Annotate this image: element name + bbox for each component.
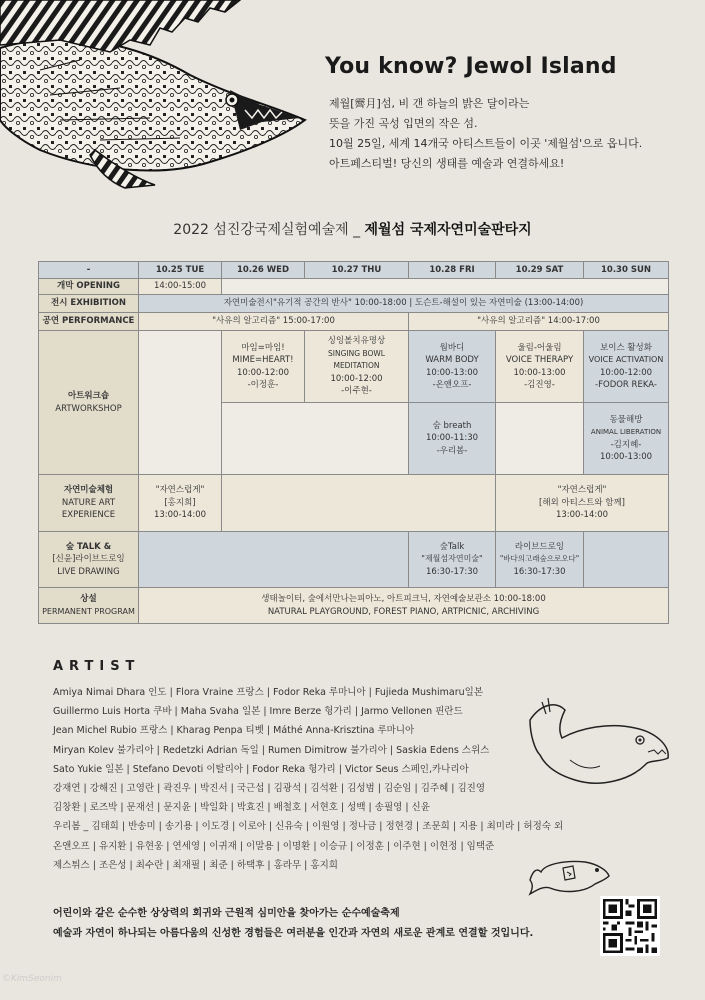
nature-empty xyxy=(222,475,496,532)
performance-left: "사유의 알고리즘" 15:00-17:00 xyxy=(139,313,409,331)
cell-line: -FODOR REKA- xyxy=(595,380,657,390)
cell-line: 13:00-14:00 xyxy=(555,510,609,521)
permanent-row xyxy=(39,588,669,624)
cell-line: 10:00-12:00 xyxy=(330,373,383,384)
workshop-label-ko: 아트워크숍 xyxy=(67,391,110,401)
qr-code[interactable] xyxy=(600,896,660,956)
artist-line: 제스튀스 | 조은성 | 최수란 | 최재필 | 최준 | 하택후 | 홍라무 | 홍지희 xyxy=(53,859,338,871)
cell-line: -온앤오프- xyxy=(432,380,472,390)
closing-line: 예술과 자연이 하나되는 아름다움의 신성한 경험들은 여러분을 인간과 자연의 새로운 관계로 연결할 것입니다. xyxy=(53,928,534,939)
exhibition-label: 전시 EXHIBITION xyxy=(39,295,139,313)
cell-line: VOICE THERAPY xyxy=(505,355,574,365)
cell-line: 10:00-13:00 xyxy=(513,367,566,378)
opening-empty xyxy=(222,279,669,295)
cell-line: 숲Talk xyxy=(439,541,465,552)
header-day: 10.26 WED xyxy=(222,262,305,279)
opening-time: 14:00-15:00 xyxy=(139,279,222,295)
artist-line: 김창환 | 로즈박 | 문재선 | 문지윤 | 박일화 | 박효진 | 배철호 | 서현호 | 성백 | 송필영 | 신윤 xyxy=(53,802,430,814)
artist-line: Amiya Nimai Dhara 인도 | Flora Vraine 프랑스 | Fodor Reka 루마니아 | Fujieda Mushimaru일본 xyxy=(53,687,484,698)
talk-label xyxy=(39,532,139,588)
label-line: 숲 TALK & xyxy=(65,541,112,552)
permanent-text xyxy=(139,588,669,624)
cell-line: -이주현- xyxy=(341,386,372,397)
fish-sketch-small xyxy=(525,850,615,900)
workshop-sun-2 xyxy=(584,403,669,475)
cell-line: 싱잉볼치유명상 xyxy=(327,336,386,347)
permanent-label xyxy=(39,588,139,624)
cell-line: -이정훈- xyxy=(247,380,279,390)
label-line: EXPERIENCE xyxy=(61,510,116,521)
performance-row xyxy=(39,313,669,331)
closing-line: 어린이와 같은 순수한 상상력의 회귀와 근원적 심미안을 찾아가는 순수예술축제 xyxy=(53,908,400,919)
cell-line: 웜바디 xyxy=(439,342,465,353)
cell-line: -우리봄- xyxy=(436,445,468,456)
workshop2-sat-empty xyxy=(496,403,584,475)
header-day: 10.28 FRI xyxy=(409,262,496,279)
talk-fri xyxy=(409,532,496,588)
cell-line: 16:30-17:30 xyxy=(425,566,479,577)
artist-line: Sato Yukie 일본 | Stefano Devoti 이탈리아 | Fodor Reka 헝가리 | Victor Seus 스페인,카나리아 xyxy=(53,763,469,775)
cell-line: 10:00-11:30 xyxy=(425,433,479,444)
closing-statement xyxy=(53,904,533,944)
cell-line: 10:00-13:00 xyxy=(599,452,653,462)
nature-weekend xyxy=(496,475,669,532)
label-line: 상설 xyxy=(80,594,97,604)
cell-line: "바다의고래숲으로오다" xyxy=(499,554,580,564)
performance-label: 공연 PERFORMANCE xyxy=(39,313,139,331)
workshop-wed xyxy=(222,331,305,403)
intro-line: 10월 25일, 세계 14개국 아티스트들이 이곳 '제월섬'으로 옵니다. xyxy=(329,137,643,150)
header-day: 10.30 SUN xyxy=(584,262,669,279)
cell-line: -김지혜- xyxy=(610,439,642,450)
talk-sun-empty xyxy=(584,532,669,588)
schedule-header-row xyxy=(39,262,669,279)
workshop-fri-2 xyxy=(409,403,496,475)
copyright-watermark: ©KimSeonim xyxy=(2,974,62,984)
cell-line: "자연스럽게" xyxy=(557,485,607,496)
cell-line: -김진영- xyxy=(524,380,555,390)
artist-line: 우리봄 _ 김태희 | 반송미 | 송기용 | 이도경 | 이로아 | 신유숙 | 이원영 | 정나금 | 정현경 | 조문희 | 지용 | 최미라 | 허정숙 외 xyxy=(53,821,564,833)
workshop-sun xyxy=(584,331,669,403)
page-headline: You know? Jewol Island xyxy=(325,54,617,79)
workshop-tue-empty xyxy=(139,331,222,475)
schedule-table xyxy=(38,261,669,624)
nature-label xyxy=(39,475,139,532)
workshop-sat xyxy=(496,331,584,403)
cell-line: 10:00-12:00 xyxy=(236,367,290,378)
exhibition-text: 자연미술전시"유기적 공간의 반사" 10:00-18:00 | 도슨트-해설이 있는 자연미술 (13:00-14:00) xyxy=(139,295,669,313)
performance-right: "사유의 알고리즘" 14:00-17:00 xyxy=(409,313,669,331)
workshop-fri xyxy=(409,331,496,403)
patterned-fish-illustration xyxy=(0,0,315,195)
artist-line: 온앤오프 | 유지환 | 유현웅 | 연세영 | 이귀재 | 이말용 | 이명환 | 이승규 | 이정훈 | 이주현 | 이현정 | 임택준 xyxy=(53,840,495,852)
cell-line: 16:30-17:30 xyxy=(513,566,566,577)
cell-line: 마임=마임! xyxy=(241,342,285,353)
workshop-row xyxy=(39,331,669,403)
label-line: NATURE ART xyxy=(61,497,116,508)
cell-line: "자연스럽게" xyxy=(155,485,205,496)
cell-line: MIME=HEART! xyxy=(232,355,294,365)
nature-tue xyxy=(139,475,222,532)
cell-line: 동물해방 xyxy=(609,414,643,425)
artist-line: Jean Michel Rubio 프랑스 | Kharag Penpa 티벳 | Máthé Anna-Krisztina 루마니아 xyxy=(53,725,415,737)
label-line: 자연미술체험 xyxy=(63,485,114,496)
workshop-label-en: ARTWORKSHOP xyxy=(55,403,122,414)
header-day: 10.25 TUE xyxy=(139,262,222,279)
artist-line: Miryan Kolev 불가리아 | Redetzki Adrian 독일 | Rumen Dimitrow 불가리아 | Saskia Edens 스위스 xyxy=(53,744,490,756)
artist-line: 강재연 | 강해진 | 고영란 | 곽진우 | 박진서 | 국근섭 | 김광석 | 김석환 | 김성범 | 김순임 | 김주혜 | 김진영 xyxy=(53,783,486,795)
header-day: 10.29 SAT xyxy=(496,262,584,279)
cell-line: [홍지희] xyxy=(164,497,196,508)
exhibition-row xyxy=(39,295,669,313)
artist-list xyxy=(53,683,563,875)
intro-line: 제월[霽月]섬, 비 갠 하늘의 밝은 달이라는 xyxy=(329,97,530,110)
festival-name: 제월섬 국제자연미술판타지 xyxy=(364,222,532,238)
header-day: 10.27 THU xyxy=(305,262,409,279)
artist-line: Guillermo Luis Horta 쿠바 | Maha Svaha 일본 | Imre Berze 헝가리 | Jarmo Vellonen 핀란드 xyxy=(53,706,463,718)
nature-row xyxy=(39,475,669,532)
cell-line: SINGING BOWL MEDITATION xyxy=(328,348,385,371)
festival-title xyxy=(0,219,705,239)
talk-sat xyxy=(496,532,584,588)
label-line: LIVE DRAWING xyxy=(57,566,120,577)
intro-text xyxy=(329,94,642,174)
cell-line: 보이스 활성화 xyxy=(600,342,652,353)
intro-line: 아트페스티벌! 당신의 생태를 예술과 연결하세요! xyxy=(329,157,565,170)
talk-row xyxy=(39,532,669,588)
cell-line: WARM BODY xyxy=(425,355,479,365)
opening-row xyxy=(39,279,669,295)
festival-prefix: 2022 섬진강국제실험예술제 _ xyxy=(173,222,365,238)
workshop-thu xyxy=(305,331,409,403)
opening-label: 개막 OPENING xyxy=(39,279,139,295)
cell-line: "제월섬자연미술" xyxy=(421,554,483,564)
cell-line: 생태놀이터, 숲에서만나는피아노, 아트피크닉, 자연예술보관소 10:00-18:00 xyxy=(261,594,546,604)
cell-line: 13:00-14:00 xyxy=(153,510,207,521)
cell-line: 울림-어울림 xyxy=(517,342,562,353)
intro-line: 뜻을 가진 곡성 입면의 작은 섬. xyxy=(329,117,478,130)
workshop-label xyxy=(39,331,139,475)
cell-line: 숨 breath xyxy=(432,420,472,431)
cell-line: NATURAL PLAYGROUND, FOREST PIANO, ARTPICNIC, ARCHIVING xyxy=(267,606,540,617)
fish-sketch-large xyxy=(520,690,680,800)
cell-line: 10:00-13:00 xyxy=(425,367,479,378)
workshop2-empty xyxy=(222,403,409,475)
artist-section-title: ARTIST xyxy=(53,659,141,674)
cell-line: [해외 아티스트와 함께] xyxy=(539,497,625,508)
cell-line: 라이브드로잉 xyxy=(514,541,565,552)
cell-line: 10:00-12:00 xyxy=(599,367,653,378)
cell-line: VOICE ACTIVATION xyxy=(588,355,664,364)
cell-line: ANIMAL LIBERATION xyxy=(590,428,662,436)
talk-empty xyxy=(139,532,409,588)
header-corner: - xyxy=(39,262,139,279)
label-line: PERMANENT PROGRAM xyxy=(42,606,135,616)
label-line: [신윤]라이브드로잉 xyxy=(52,554,125,565)
